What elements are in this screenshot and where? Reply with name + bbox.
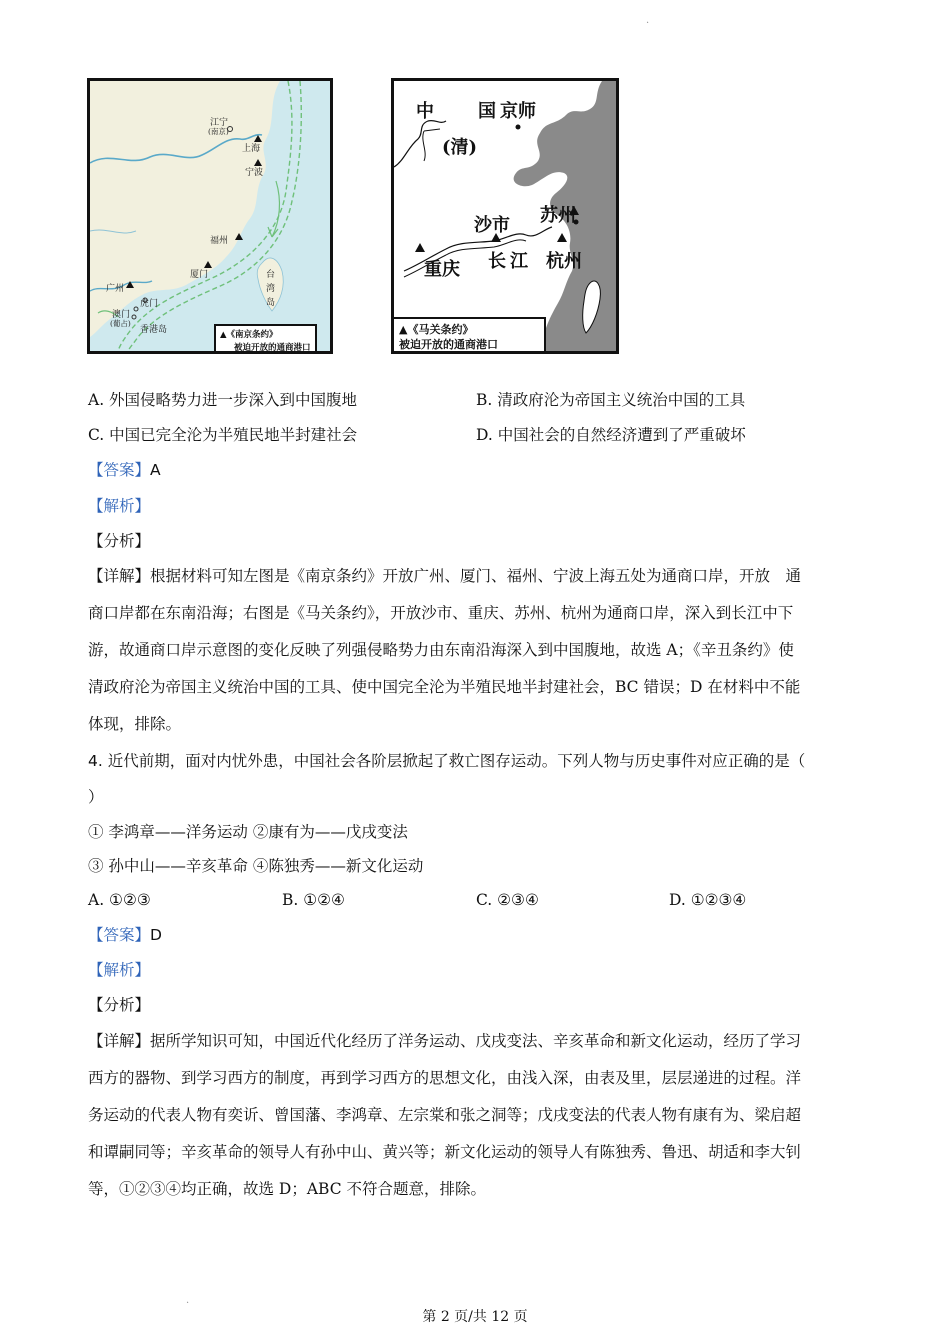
city-label-jiangning: 江宁 bbox=[210, 118, 229, 128]
map-label-zhong: 中 bbox=[416, 101, 434, 122]
q4-option-c: C. ②③④ bbox=[476, 891, 539, 909]
answer-value: A bbox=[150, 461, 161, 479]
city-label-ningbo: 宁波 bbox=[245, 168, 264, 178]
city-label-portuguese: (葡占) bbox=[110, 319, 131, 328]
nanjing-legend bbox=[214, 324, 317, 354]
city-label-shanghai: 上海 bbox=[242, 144, 261, 154]
city-label-hongkong: 香港岛 bbox=[140, 325, 168, 335]
q3-fenxi-label: 【分析】 bbox=[88, 532, 151, 550]
answer-value: D bbox=[150, 926, 162, 944]
q3-detail-line bbox=[88, 565, 801, 587]
map-label-jiang: 江 bbox=[510, 251, 528, 272]
city-label-macau: 澳门 bbox=[112, 310, 131, 320]
city-label-nanjing: (南京) bbox=[208, 127, 229, 136]
map-label-chang: 长 bbox=[488, 251, 506, 272]
q3-analysis-label: 【解析】 bbox=[88, 497, 151, 515]
q3-detail-line: 商口岸都在东南沿海；右图是《马关条约》，开放沙市、重庆、苏州、杭州为通商口岸，深入到长江中下 bbox=[88, 604, 794, 622]
shimonoseki-legend-title: ▲《马关条约》 bbox=[399, 323, 474, 336]
page-footer: 第 2 页/共 12 页 bbox=[422, 1309, 528, 1325]
q4-option-d: D. ①②③④ bbox=[669, 891, 747, 909]
map-label-chongqing: 重庆 bbox=[424, 259, 460, 280]
q4-option-a: A. ①②③ bbox=[88, 891, 151, 909]
q4-items-line: ① 李鸿章——洋务运动 ②康有为——戊戌变法 bbox=[88, 823, 408, 841]
shimonoseki-legend bbox=[392, 317, 546, 354]
detail-text: 根据材料可知左图是《南京条约》开放广州、厦门、福州、宁波上海五处为通商口岸，开放 通 bbox=[150, 567, 802, 585]
detail-label: 【详解】 bbox=[88, 1032, 151, 1050]
island-label-wan: 湾 bbox=[266, 284, 276, 294]
city-label-humen: 虎门 bbox=[140, 299, 159, 309]
q3-option-c: C. 中国已完全沦为半殖民地半封建社会 bbox=[88, 426, 358, 444]
answer-label: 【答案】 bbox=[88, 461, 151, 479]
island-label-dao: 岛 bbox=[266, 298, 276, 308]
q3-option-b: B. 清政府沦为帝国主义统治中国的工具 bbox=[476, 391, 746, 409]
map-label-hangzhou: 杭州 bbox=[546, 251, 582, 272]
q4-fenxi-label: 【分析】 bbox=[88, 996, 151, 1014]
q3-option-a: A. 外国侵略势力进一步深入到中国腹地 bbox=[88, 391, 358, 409]
question-stem: 近代前期，面对内忧外患，中国社会各阶层掀起了救亡图存运动。下列人物与历史事件对应正确的是（ bbox=[107, 752, 806, 770]
map-label-guo: 国 bbox=[478, 101, 496, 122]
map-label-suzhou: 苏州 bbox=[540, 205, 576, 226]
shimonoseki-treaty-map bbox=[391, 78, 619, 354]
q4-detail-line: 西方的器物、到学习西方的制度，再到学习西方的思想文化，由浅入深，由表及里，层层递进的过程。洋 bbox=[88, 1069, 802, 1087]
q4-items-line: ③ 孙中山——辛亥革命 ④陈独秀——新文化运动 bbox=[88, 857, 424, 875]
nanjing-legend-title: ▲《南京条约》 bbox=[220, 330, 278, 340]
nanjing-treaty-map bbox=[87, 78, 333, 354]
question-number: 4. bbox=[88, 752, 103, 770]
nanjing-legend-desc: 被迫开放的通商港口 bbox=[234, 343, 311, 353]
q4-detail-line bbox=[88, 1030, 801, 1052]
city-label-fuzhou: 福州 bbox=[210, 236, 229, 246]
detail-label: 【详解】 bbox=[88, 567, 151, 585]
q3-detail-line: 游，故通商口岸示意图的变化反映了列强侵略势力由东南沿海深入到中国腹地，故选 A；《辛丑条约》使 bbox=[88, 641, 794, 659]
q4-analysis-label: 【解析】 bbox=[88, 961, 151, 979]
scan-dot: · bbox=[646, 18, 650, 29]
q3-answer bbox=[88, 459, 161, 481]
q4-detail-line: 等，①②③④均正确，故选 D；ABC 不符合题意，排除。 bbox=[88, 1180, 487, 1198]
detail-text: 据所学知识可知，中国近代化经历了洋务运动、戊戌变法、辛亥革命和新文化运动，经历了学习 bbox=[150, 1032, 802, 1050]
shimonoseki-legend-desc: 被迫开放的通商港口 bbox=[399, 338, 498, 351]
q4-detail-line: 务运动的代表人物有奕䜣、曾国藩、李鸿章、左宗棠和张之洞等；戊戌变法的代表人物有康有为、梁启超 bbox=[88, 1106, 802, 1124]
map-label-qing: (清) bbox=[442, 137, 478, 158]
city-label-guangzhou: 广州 bbox=[106, 284, 125, 294]
answer-label: 【答案】 bbox=[88, 926, 151, 944]
city-label-xiamen: 厦门 bbox=[190, 270, 209, 280]
map-label-shashi: 沙市 bbox=[474, 215, 510, 236]
map-label-jingshi: 京师 bbox=[500, 101, 536, 122]
q4-stem bbox=[88, 750, 805, 772]
q4-stem-cont: ） bbox=[88, 788, 104, 806]
q4-detail-line: 和谭嗣同等；辛亥革命的领导人有孙中山、黄兴等；新文化运动的领导人有陈独秀、鲁迅、胡适和李大钊 bbox=[88, 1143, 802, 1161]
q3-detail-line: 体现，排除。 bbox=[88, 715, 182, 733]
q4-answer bbox=[88, 924, 162, 946]
q4-option-b: B. ①②④ bbox=[282, 891, 345, 909]
scan-dot: · bbox=[186, 1298, 190, 1309]
q3-detail-line: 清政府沦为帝国主义统治中国的工具、使中国完全沦为半殖民地半封建社会，BC 错误；D 在材料中不能 bbox=[88, 678, 801, 696]
island-label-tai: 台 bbox=[266, 270, 276, 280]
q3-option-d: D. 中国社会的自然经济遭到了严重破坏 bbox=[476, 426, 746, 444]
